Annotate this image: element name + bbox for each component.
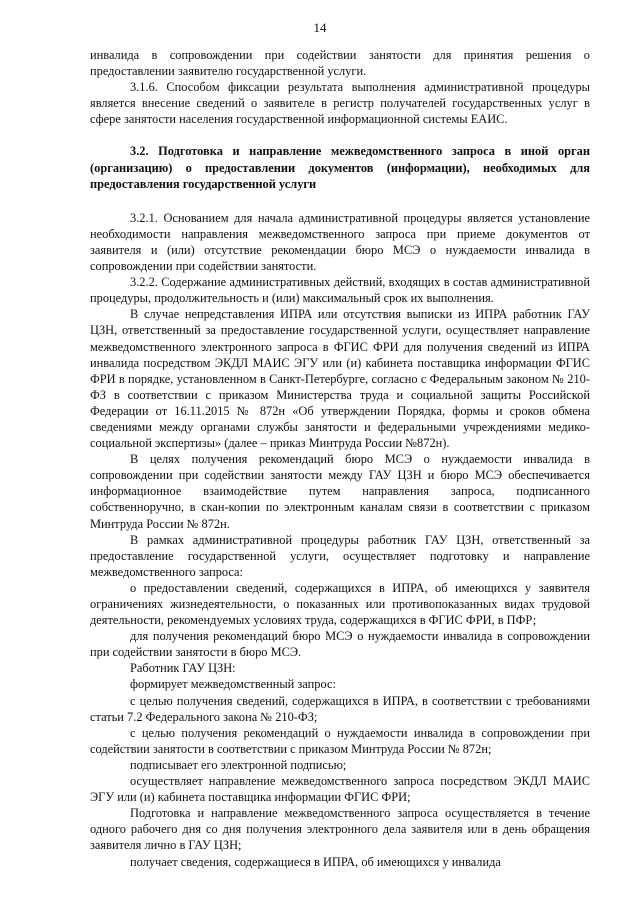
list-item-sign: подписывает его электронной подписью; [130, 757, 347, 772]
paragraph-3-2-2: 3.2.2. Содержание административных действий, входящих в состав административной процедуры, продолжительность и (или) максимальный срок их выполнения. [90, 275, 590, 306]
paragraph-ipra-request: В случае непредставления ИПРА или отсутствия выписки из ИПРА работник ГАУ ЦЗН, ответственный за предоставление государственной услуги, осуществляет направление межведомственного электронного запроса в ФГИС ФРИ для получения сведений из ИПРА инвалида посредством ЭКДЛ МАИС ЭГУ или (и) кабинета поставщика информации ФГИС ФРИ в порядке, установленном в Санкт-Петербурге, согласно с Федеральным законом № 210-ФЗ в соответствии с приказом Министерства труда и социальной защиты Российской Федерации от 16.11.2015 № 872н «Об утверждении Порядка, формы и сроков обмена сведениями между органами службы занятости и федеральными учреждениями медико-социальной экспертизы» (далее – приказ Минтруда России №872н). [90, 307, 590, 451]
paragraph-3-2-1: 3.2.1. Основанием для начала административной процедуры является установление необходимости направления межведомственного запроса при приеме документов от заявителя и (или) отсутствие рекомендации бюро МСЭ о нуждаемости инвалида в сопровождении при содействии занятости. [90, 210, 590, 274]
paragraph-forms-request: формирует межведомственный запрос: [130, 677, 336, 692]
list-item-ipra-info: о предоставлении сведений, содержащихся в ИПРА, об имеющихся у заявителя ограничениях жизнедеятельности, о показанных или противопоказанных видах трудовой деятельности, рекомендуемых условиях труда, содержащихся в ФГИС ФРИ, в ПФР; [90, 580, 590, 628]
paragraph-3-1-6: 3.1.6. Способом фиксации результата выполнения административной процедуры является внесение сведений о заявителе в регистр получателей государственных услуг в сфере занятости населения государственной информационной системы ЕАИС. [90, 80, 590, 127]
list-item-mse-recommendations: для получения рекомендаций бюро МСЭ о нуждаемости инвалида в сопровождении при содействии занятости в бюро МСЭ. [90, 629, 590, 660]
paragraph-procedure-frame: В рамках административной процедуры работник ГАУ ЦЗН, ответственный за предоставление государственной услуги, осуществляет подготовку и направление межведомственного запроса: [90, 532, 590, 579]
paragraph-mse-recommendations: В целях получения рекомендаций бюро МСЭ о нуждаемости инвалида в сопровождении при содействии занятости между ГАУ ЦЗН и бюро МСЭ обеспечивается информационное взаимодействие путем направления запроса, подписанного собственноручно, в скан-копии по электронным каналам связи в соответствии с приказом Минтруда России № 872н. [90, 452, 590, 531]
paragraph-receives-info: получает сведения, содержащиеся в ИПРА, об имеющихся у инвалида [130, 854, 501, 869]
paragraph-worker-label: Работник ГАУ ЦЗН: [130, 661, 236, 676]
paragraph-deadline: Подготовка и направление межведомственного запроса осуществляется в течение одного рабочего дня со дня получения электронного дела заявителя или в день обращения заявителя лично в ГАУ ЦЗН; [90, 806, 590, 853]
page-number: 14 [313, 20, 327, 35]
document-body [90, 47, 590, 870]
list-item-send: осуществляет направление межведомственного запроса посредством ЭКДЛ МАИС ЭГУ или (и) кабинета поставщика информации ФГИС ФРИ; [90, 774, 590, 805]
paragraph-continuation: инвалида в сопровождении при содействии занятости для принятия решения о предоставлении заявителю государственной услуги. [90, 48, 590, 79]
list-item-ipra-purpose: с целью получения сведений, содержащихся в ИПРА, в соответствии с требованиями статьи 7.2 Федерального закона № 210-ФЗ; [90, 693, 590, 724]
section-heading-3-2: 3.2. Подготовка и направление межведомственного запроса в иной орган (организацию) о предоставлении документов (информации), необходимых для предоставления государственной услуги [90, 144, 590, 191]
list-item-recommendation-purpose: с целью получения рекомендаций о нуждаемости инвалида в сопровождении при содействии занятости в соответствии с приказом Минтруда России № 872н; [90, 725, 590, 756]
